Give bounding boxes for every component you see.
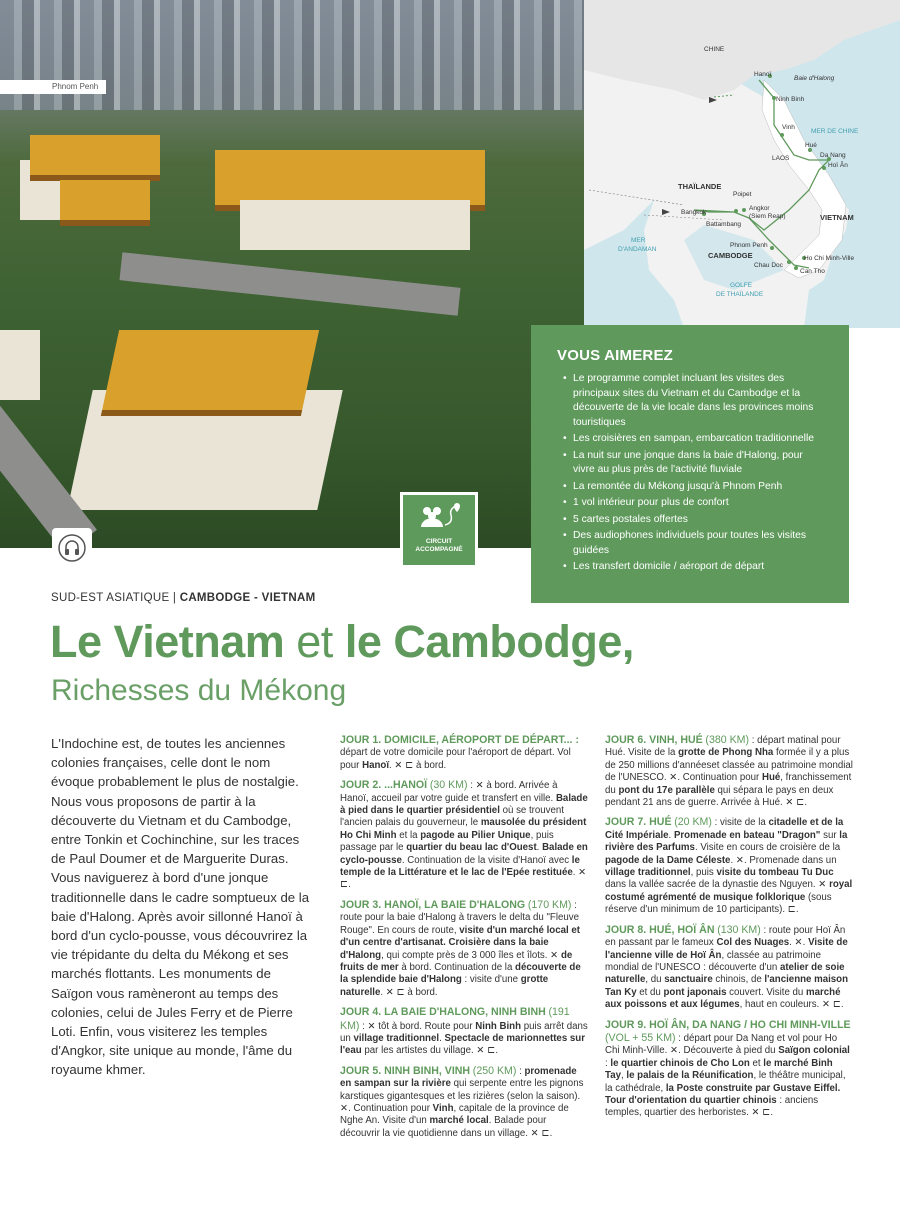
title-part-3: le Cambodge, <box>344 616 634 667</box>
day-highlight: pont japonais <box>663 986 727 998</box>
map-label-poipet: Poipet <box>733 191 752 198</box>
day-highlight: visite du tombeau Tu Duc <box>716 867 834 879</box>
day-highlight: le palais de la Réunification <box>626 1070 754 1082</box>
map-label-angkor: Angkor <box>749 205 770 212</box>
day-text: qui sépara le pays en deux pendant 21 ans de guerre. Arrivée à Hué. ✕ ⊏. <box>605 784 834 809</box>
day-text: : route pour Hoï Ân en passant par le fameux <box>605 924 846 949</box>
day-highlight: Spectacle de marionnettes sur l'eau <box>340 1032 585 1057</box>
page-title <box>50 616 634 668</box>
audiophone-icon <box>52 528 92 568</box>
page-subtitle: Richesses du Mékong <box>51 674 347 707</box>
day-highlight: Hanoï <box>362 759 390 771</box>
route-map <box>584 0 900 328</box>
day-heading: JOUR 3. HANOÏ, LA BAIE D'HALONG <box>340 898 526 911</box>
day-7 <box>605 816 853 916</box>
highlight-item: • 1 vol intérieur pour plus de confort <box>565 496 823 511</box>
day-distance: (170 KM) <box>527 898 572 911</box>
day-highlight: Balade en cyclo-pousse <box>340 842 588 866</box>
day-text: chinois, de <box>712 974 765 986</box>
day-text: formée il y a plus de 250 millions d'annéeset classée au patrimoine mondial de l'UNESCO. ✕. Continuation pour <box>605 747 853 784</box>
day-highlight: Hué <box>761 772 781 784</box>
day-highlight: marché aux poissons et aux légumes <box>605 986 841 1011</box>
day-text: couvert. Visite du <box>726 986 806 998</box>
highlights-title: VOUS AIMEREZ <box>557 347 674 364</box>
badge-label-2: ACCOMPAGNÉ <box>415 546 463 553</box>
day-highlight: le temple de la Littérature et le lac de l'Epée restituée <box>340 854 580 879</box>
day-text: . <box>439 1032 445 1044</box>
day-highlight: mausolée du président Ho Chi Minh <box>340 817 587 841</box>
title-part-1: Le Vietnam <box>50 616 285 667</box>
day-text: . <box>536 842 543 854</box>
day-heading: JOUR 2. ...HANOÏ <box>340 779 428 792</box>
day-4 <box>340 1006 588 1058</box>
day-text: . Visite en cours de croisière de la <box>694 842 841 854</box>
day-heading: JOUR 7. HUÉ <box>605 816 672 829</box>
day-highlight: quartier du beau lac d'Ouest <box>406 842 537 854</box>
day-text: , franchissement du <box>605 772 852 796</box>
day-text: à bord. Continuation de la <box>398 961 516 973</box>
day-text: , le théâtre municipal, la cathédrale, <box>605 1070 846 1094</box>
day-5 <box>340 1065 588 1140</box>
map-graphic <box>584 0 900 328</box>
day-text: . ✕ ⊏. <box>340 867 587 891</box>
map-label-thailand: THAÏLANDE <box>678 182 722 191</box>
day-text: . ✕. Promenade dans un <box>730 854 837 866</box>
day-heading: JOUR 4. LA BAIE D'HALONG, NINH BINH <box>340 1006 546 1019</box>
map-label-hue: Hué <box>805 142 817 149</box>
day-text: qui serpente entre les pignons karstiques gigantesques et les rizières (selon la saison). ✕. Continuation pour <box>340 1078 584 1114</box>
badge-label-1: CIRCUIT <box>425 538 453 545</box>
building <box>240 200 470 250</box>
day-distance: (380 KM) <box>705 734 749 746</box>
day-text: par les artistes du village. ✕ ⊏. <box>361 1045 499 1057</box>
day-highlight: visite d'un marché local et d'un centre d'artisanat. Croisière dans la baie d'Halong <box>340 924 580 961</box>
road <box>119 252 460 315</box>
map-label-sea-china: MER DE CHINE <box>811 128 859 135</box>
map-label-phnompenh: Phnom Penh <box>730 242 768 249</box>
highlight-item: • La nuit sur une jonque dans la baie d'Halong, pour vivre au plus près de l'activité fluviale <box>565 449 823 478</box>
map-label-china: CHINE <box>704 46 725 53</box>
map-label-vietnam: VIETNAM <box>820 213 854 222</box>
day-3 <box>340 899 588 999</box>
day-text: , haut en couleurs. ✕ ⊏. <box>739 999 844 1011</box>
building <box>0 330 40 400</box>
day-text: , classée au patrimoine mondial de l'UNESCO : découverte d'un <box>605 949 822 973</box>
day-text: : départ matinal pour Hué. Visite de la <box>605 735 841 759</box>
highlight-item: • Les transfert domicile / aéroport de départ <box>565 560 823 575</box>
day-highlight: grotte naturelle <box>340 974 549 998</box>
map-label-halong: Baie d'Halong <box>794 75 835 82</box>
day-highlight: Balade à pied dans le quartier présidentiel <box>340 792 588 817</box>
day-text: : ✕ tôt à bord. Route pour <box>359 1020 476 1032</box>
day-highlight: Saïgon colonial <box>778 1045 850 1057</box>
day-heading: JOUR 6. VINH, HUÉ <box>605 734 703 746</box>
day-distance: (VOL + 55 KM) <box>605 1031 676 1044</box>
map-label-battambang: Battambang <box>706 221 742 228</box>
day-heading: JOUR 1. DOMICILE, AÉROPORT DE DÉPART... : <box>340 734 579 746</box>
highlight-item: • Des audiophones individuels pour toutes les visites guidées <box>565 529 823 558</box>
day-highlight: pagode au Pilier Unique <box>420 829 531 841</box>
day-text: et <box>749 1057 764 1069</box>
day-1 <box>340 734 588 772</box>
guided-tour-badge <box>400 492 478 568</box>
map-label-andaman-2: D'ANDAMAN <box>618 246 657 253</box>
itinerary-column-1 <box>340 734 588 1147</box>
region-label: SUD-EST ASIATIQUE <box>51 592 170 604</box>
pavilion-roof <box>101 330 319 416</box>
day-text: : visite de la <box>711 817 769 829</box>
day-text: , qui compte près de 3 000 îles et îlots. ✕ <box>381 949 561 961</box>
map-label-andaman-1: MER <box>631 237 646 244</box>
highlights-box <box>531 325 849 603</box>
day-highlight: promenade en sampan sur la rivière <box>340 1065 577 1090</box>
intro-text: L'Indochine est, de toutes les anciennes colonies françaises, celle dont le nom évoque probablement le plus de nostalgie. Nous vous proposons de partir à la découverte du Vietnam et du Cambodge, entre Tonkin et Cochinchine, sur les traces de Paul Doumer et de Marguerite Duras. Vous naviguerez à bord d'une jonque traditionnelle dans le cadre somptueux de la baie d'Halong. Après avoir sillonné Hanoï à bord d'un cyclo-pousse, vous découvrirez la vie trépidante du delta du Mékong et ses marchés flottants. Les monuments de Saïgon vous ramèneront au temps des colonies, celui de Jules Ferry et de Pierre Loti. Enfin, vous visiterez les temples d'Angkor, site unique au monde, l'âme du royaume khmer. <box>51 736 310 1078</box>
map-label-danang: Da Nang <box>820 152 846 159</box>
day-highlight: la Poste construite par Gustave Eiffel. Tour d'orientation du quartier chinois <box>605 1082 841 1106</box>
day-text: : ✕ à bord. Arrivée à Hanoï, accueil par votre guide et transfert en ville. <box>340 780 558 804</box>
day-highlight: Visite de l'ancienne ville de Hoï Ân <box>605 937 848 961</box>
day-text: , puis <box>690 867 717 879</box>
day-highlight: royal costumé agrémenté de musique folklorique <box>605 879 853 903</box>
map-label-chaudoc: Chau Doc <box>754 262 783 269</box>
day-text: : <box>605 1057 611 1069</box>
day-highlight: Vinh <box>432 1102 454 1114</box>
group-icon <box>415 501 463 531</box>
day-highlight: pagode de la Dame Céleste <box>605 854 731 866</box>
day-text: . Continuation de la visite d'Hanoï avec <box>401 854 572 866</box>
day-text: . <box>668 829 674 841</box>
highlight-item: • La remontée du Mékong jusqu'à Phnom Penh <box>565 480 823 495</box>
day-highlight: village traditionnel <box>605 867 691 879</box>
day-text: . Balade pour découvrir la vie quotidienne dans un village. ✕ ⊏. <box>340 1115 553 1139</box>
day-distance: (191 KM) <box>340 1006 570 1032</box>
day-text: : <box>516 1065 525 1077</box>
highlight-item: • Les croisières en sampan, embarcation traditionnelle <box>565 432 823 447</box>
day-highlight: Col des Nuages <box>716 937 790 949</box>
map-label-cambodia: CAMBODGE <box>708 251 753 260</box>
day-heading: JOUR 8. HUÉ, HOÏ ÂN <box>605 923 715 936</box>
day-text: : visite d'une <box>461 974 521 986</box>
map-label-siemreap: (Siem Reap) <box>749 213 786 220</box>
day-text: , capitale de la province de Nghe An. Visite d'un <box>340 1102 569 1127</box>
region-separator: | <box>172 592 177 604</box>
day-heading: JOUR 9. HOÏ ÂN, DA NANG / HO CHI MINH-VILLE <box>605 1018 851 1031</box>
day-highlight: sanctuaire <box>664 974 713 986</box>
day-highlight: de fruits de mer <box>340 949 573 973</box>
map-label-cantho: Can Tho <box>800 268 825 275</box>
day-9 <box>605 1019 853 1120</box>
day-text: où se trouvent l'ancien palais du gouverneur, le <box>340 805 564 829</box>
day-text: . ✕ ⊏ à bord. <box>380 986 438 998</box>
day-text: départ de votre domicile pour l'aéroport de départ. Vol pour <box>340 747 571 771</box>
day-distance: (20 KM) <box>674 816 712 829</box>
day-highlight: village traditionnel <box>353 1032 440 1044</box>
highlight-item: • Le programme complet incluant les visites des principaux sites du Vietnam et du Cambodge et la découverte de la vie locale dans les provinces moins touristiques <box>565 372 823 430</box>
day-distance: (30 KM) <box>429 779 468 792</box>
day-heading: JOUR 5. NINH BINH, VINH <box>340 1064 471 1077</box>
day-highlight: Promenade en bateau "Dragon" <box>673 829 821 841</box>
day-highlight: grotte de Phong Nha <box>678 747 774 759</box>
day-2 <box>340 779 588 892</box>
day-text: . ✕. <box>789 937 809 949</box>
day-highlight: le quartier chinois de Cho Lon <box>610 1057 750 1069</box>
highlights-list <box>557 372 823 575</box>
day-distance: (250 KM) <box>472 1064 517 1077</box>
map-label-hoian: Hoï Ân <box>828 162 848 169</box>
day-text: puis arrêt dans un <box>340 1020 588 1044</box>
day-highlight: pont du 17e parallèle <box>618 784 715 796</box>
day-text: : anciens temples, quartier des herboristes. ✕ ⊏. <box>605 1094 819 1119</box>
day-highlight: Ninh Binh <box>475 1020 521 1032</box>
palace-roof <box>60 180 150 226</box>
map-label-bangkok: Bangkok <box>681 209 707 216</box>
day-highlight: marché local <box>429 1115 489 1127</box>
map-label-gulf-2: DE THAÏLANDE <box>716 291 764 298</box>
day-text: , <box>620 1070 627 1082</box>
itinerary-column-2 <box>605 734 853 1127</box>
map-label-ninhbinh: Ninh Binh <box>776 96 805 103</box>
day-text: : départ pour Da Nang et vol pour Ho Chi Minh-Ville. ✕. Découverte à pied du <box>605 1032 838 1057</box>
palace-roof <box>30 135 160 181</box>
map-label-hanoi: Hanoï <box>754 71 772 78</box>
region-line <box>51 592 315 604</box>
day-text: et du <box>636 986 664 998</box>
day-6 <box>605 734 853 809</box>
day-text: sur <box>820 829 840 841</box>
day-text: et la <box>396 829 421 841</box>
day-highlight: le marché Binh Tay <box>605 1057 833 1082</box>
map-label-gulf-1: GOLFE <box>730 282 753 289</box>
day-highlight: atelier de soie naturelle <box>605 961 845 986</box>
day-distance: (130 KM) <box>717 923 761 936</box>
day-highlight: découverte de la splendide baie d'Halong <box>340 961 581 986</box>
day-text: . ✕ ⊏ à bord. <box>389 759 447 771</box>
day-highlight: l'ancienne maison Tan Ky <box>605 974 849 998</box>
day-highlight: citadelle et de la Cité Impériale <box>605 817 844 841</box>
day-highlight: la rivière des Parfums <box>605 829 848 854</box>
map-label-vinh: Vinh <box>782 124 795 131</box>
day-text: , puis passage par le <box>340 829 554 854</box>
photo-caption: Phnom Penh <box>0 80 106 94</box>
title-part-2: et <box>296 616 333 667</box>
day-text: dans la vallée sacrée de la dynastie des Nguyen. ✕ <box>605 879 830 891</box>
day-text: , du <box>645 974 665 986</box>
map-label-laos: LAOS <box>772 155 790 162</box>
day-text: : route pour la baie d'Halong à travers le delta du "Fleuve Rouge". En cours de route, <box>340 899 580 936</box>
map-label-hcmc: Ho Chi Minh-Ville <box>804 255 855 262</box>
countries-label: CAMBODGE - VIETNAM <box>179 592 316 604</box>
highlight-item: • 5 cartes postales offertes <box>565 513 823 528</box>
day-text: (sous réserve d'un minimum de 10 participants). ⊏. <box>605 891 832 916</box>
day-8 <box>605 924 853 1012</box>
